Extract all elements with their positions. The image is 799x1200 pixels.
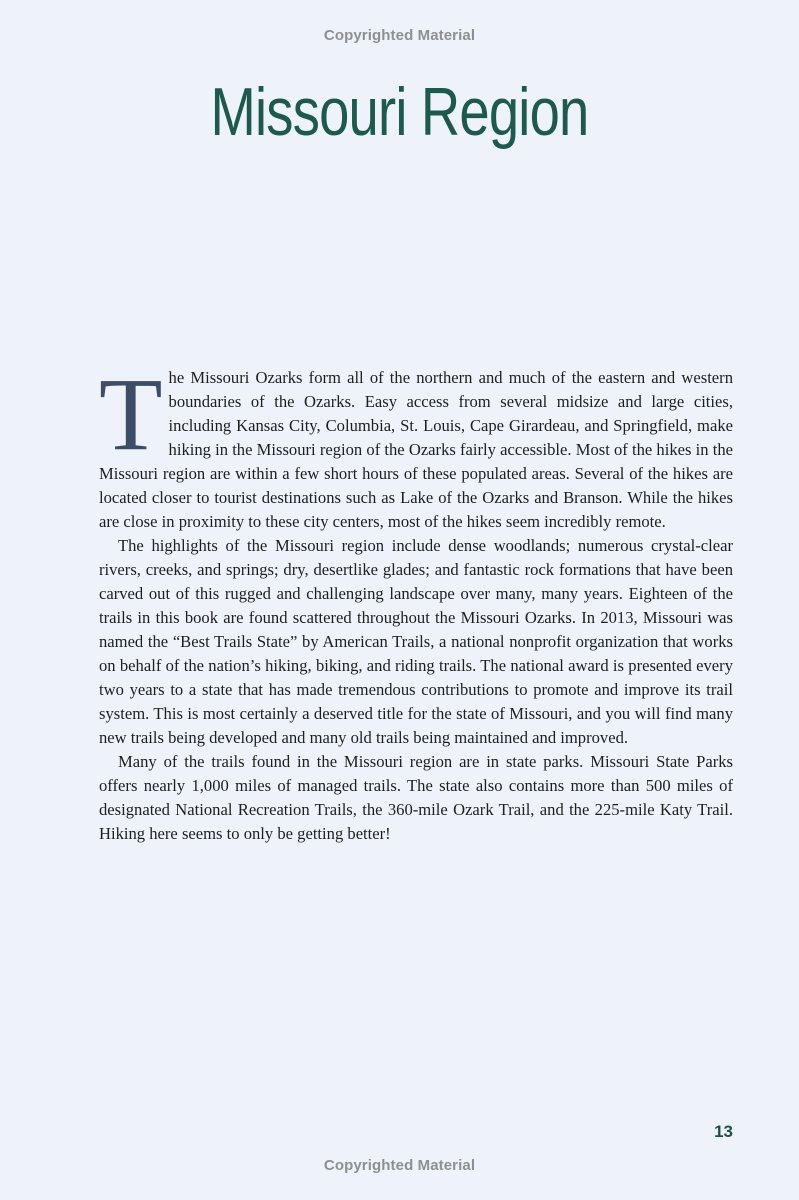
copyright-watermark-top: Copyrighted Material [323, 27, 476, 44]
paragraph-1-text: he Missouri Ozarks form all of the northern and much of the eastern and western boundaries of the Ozarks. Easy access from several midsize and large cities, including Kansas City, Columbia, St. Louis, Cape Girardeau, and Springfield, make hiking in the Missouri region of the Ozarks fairly accessible. Most of the hikes in the Missouri region are within a few short hours of these populated areas. Several of the hikes are located closer to tourist destinations such as Lake of the Ozarks and Branson. While the hikes are close in proximity to these city centers, most of the hikes seem incredibly remote. [99, 368, 733, 531]
drop-cap: T [99, 357, 163, 472]
chapter-title: Missouri Region [210, 74, 589, 150]
page-number: 13 [714, 1122, 733, 1141]
paragraph-1 [99, 357, 733, 534]
paragraph-2: The highlights of the Missouri region include dense woodlands; numerous crystal-clear rivers, creeks, and springs; dry, desertlike glades; and fantastic rock formations that have been carved out of this rugged and challenging landscape over many, many years. Eighteen of the trails in this book are found scattered throughout the Missouri Ozarks. In 2013, Missouri was named the “Best Trails State” by American Trails, a national nonprofit organization that works on behalf of the nation’s hiking, biking, and riding trails. The national award is presented every two years to a state that has made tremendous contributions to promote and improve its trail system. This is most certainly a deserved title for the state of Missouri, and you will find many new trails being developed and many old trails being maintained and improved. [99, 536, 733, 747]
paragraph-3: Many of the trails found in the Missouri region are in state parks. Missouri State Parks offers nearly 1,000 miles of managed trails. The state also contains more than 500 miles of designated National Recreation Trails, the 360-mile Ozark Trail, and the 225-mile Katy Trail. Hiking here seems to only be getting better! [99, 752, 733, 843]
copyright-watermark-bottom: Copyrighted Material [323, 1157, 476, 1174]
body-text [99, 357, 733, 846]
